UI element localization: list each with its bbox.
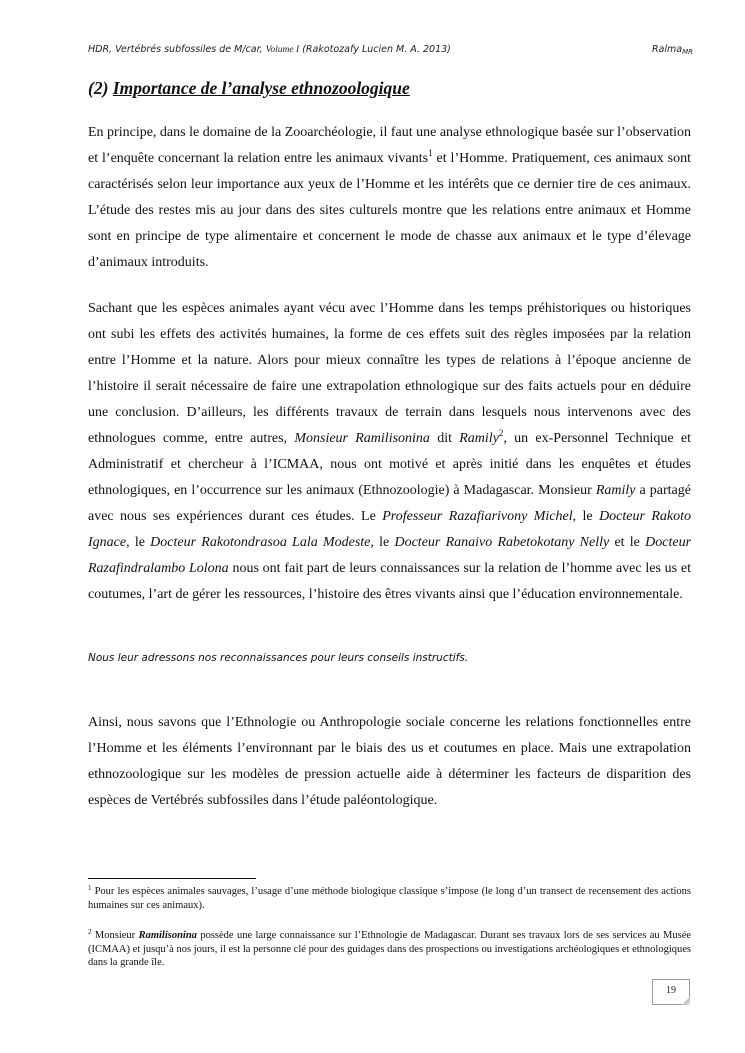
header-initials: Ralma xyxy=(651,44,683,55)
page-number-box xyxy=(652,979,690,1005)
footnote-ref-2[interactable]: 2 xyxy=(498,428,504,438)
paragraph-1: En principe, dans le domaine de la Zooarchéologie, il faut une analyse ethnologique basée sur l’observation et l’enquête concernant la relation entre les animaux vivants$^1$ et l’Homme. Pratiquement, ces animaux sont caractérisés selon leur importance aux yeux de l’Homme et les intérêts que ce dernier tire de ces animaux. L’étude des restes mis au jour dans des sites culturels montre que les relations entre animaux et Homme sont en principe de type alimentaire et concernent le mode de chasse aux animaux et le type d’élevage d’animaux introduits. xyxy=(88,125,692,270)
person-name: Ramily xyxy=(459,431,499,446)
section-title: Importance de l’analyse ethnozoologique xyxy=(112,78,410,98)
person-name: Monsieur Ramilisonina xyxy=(294,431,430,446)
header-volume: Volume I xyxy=(265,45,300,55)
footnote-number: 2 xyxy=(88,928,92,936)
person-name: Docteur Razafindralambo Lolona xyxy=(88,535,692,576)
paragraph-2: Sachant que les espèces animales ayant vécu avec l’Homme dans les temps préhistoriques ou historiques ont subi les effets des activités humaines, la forme de ces effets suit des règles imposées par la relation entre l’Homme et la nature. Alors pour mieux connaître les types de relations à l’époque ancienne de l’histoire il serait nécessaire de faire une extrapolation ethnologique sur des faits actuels pour en déduire une conclusion. D’ailleurs, les différents travaux de terrain dans lesquels nous intervenons avec des ethnologues comme, entre autres, Monsieur Ramilisonina dit Ramily$^2$, un ex-Personnel Technique et Administratif et chercheur à l’ICMAA, nous ont motivé et après initié dans les enquêtes et études ethnologiques, en l’occurrence sur les animaux (Ethnozoologie) à Madagascar. Monsieur Ramily a partagé avec nous ses expériences durant ces études. Le Professeur Razafiarivony Michel, le Docteur Rakoto Ignace, le Docteur Rakotondrasoa Lala Modeste, le Docteur Ranaivo Rabetokotany Nelly et le Docteur Razafindralambo Lolona nous ont fait part de leurs connaissances sur la relation de l’homme avec les us et coutumes, l’art de gérer les ressources, l’histoire des êtres vivants ainsi que l’éducation environnementale. xyxy=(88,301,692,602)
person-name: Ramilisonina xyxy=(138,930,197,941)
header-initials-sub: MR xyxy=(682,48,693,56)
page-number: 19 xyxy=(666,985,676,996)
person-name: Ramily xyxy=(595,483,636,498)
acknowledgement-note: Nous leur adressons nos reconnaissances pour leurs conseils instructifs. xyxy=(88,652,469,664)
header-right xyxy=(652,44,693,56)
person-name: Professeur Razafiarivony Michel xyxy=(382,509,573,524)
footnote-2: $^2$ Monsieur Ramilisonina possède une large connaissance sur l’Ethnologie de Madagascar. Durant ses travaux lors de ses services au Musée (ICMAA) et jusqu’à nos jours, il est la personne clé pour des guidages dans des prospections ou investigations archéologiques et ethnologiques dans la grande île. xyxy=(88,928,692,968)
header-left xyxy=(88,44,451,55)
paragraph-3: Ainsi, nous savons que l’Ethnologie ou Anthropologie sociale concerne les relations fonctionnelles entre l’Homme et les éléments l’environnant par le biais des us et coutumes en place. Mais une extrapolation ethnozoologique sur les modèles de pression actuelle aide à déterminer les facteurs de disparition des espèces de Vertébrés subfossiles dans l’étude paléontologique. xyxy=(88,715,691,808)
footnote-1: $^1$ Pour les espèces animales sauvages, l’usage d’une méthode biologique classique s’impose (le long d’un transect de recensement des actions humaines sur ces animaux). xyxy=(88,884,691,911)
footnote-separator xyxy=(88,878,256,879)
person-name: Docteur Rakoto Ignace xyxy=(88,509,692,550)
page-curl-icon xyxy=(682,997,690,1005)
section-heading xyxy=(88,78,410,99)
footnote-number: 1 xyxy=(88,884,92,892)
footnote-ref-1[interactable]: 1 xyxy=(428,148,433,158)
person-name: Docteur Ranaivo Rabetokotany Nelly xyxy=(394,535,610,550)
person-name: Docteur Rakotondrasoa Lala Modeste, xyxy=(150,535,374,550)
section-number: (2) xyxy=(88,78,113,98)
header-author: (Rakotozafy Lucien M. A. 2013) xyxy=(299,44,451,55)
header-title: HDR, Vertébrés subfossiles de M/car, xyxy=(88,44,266,55)
